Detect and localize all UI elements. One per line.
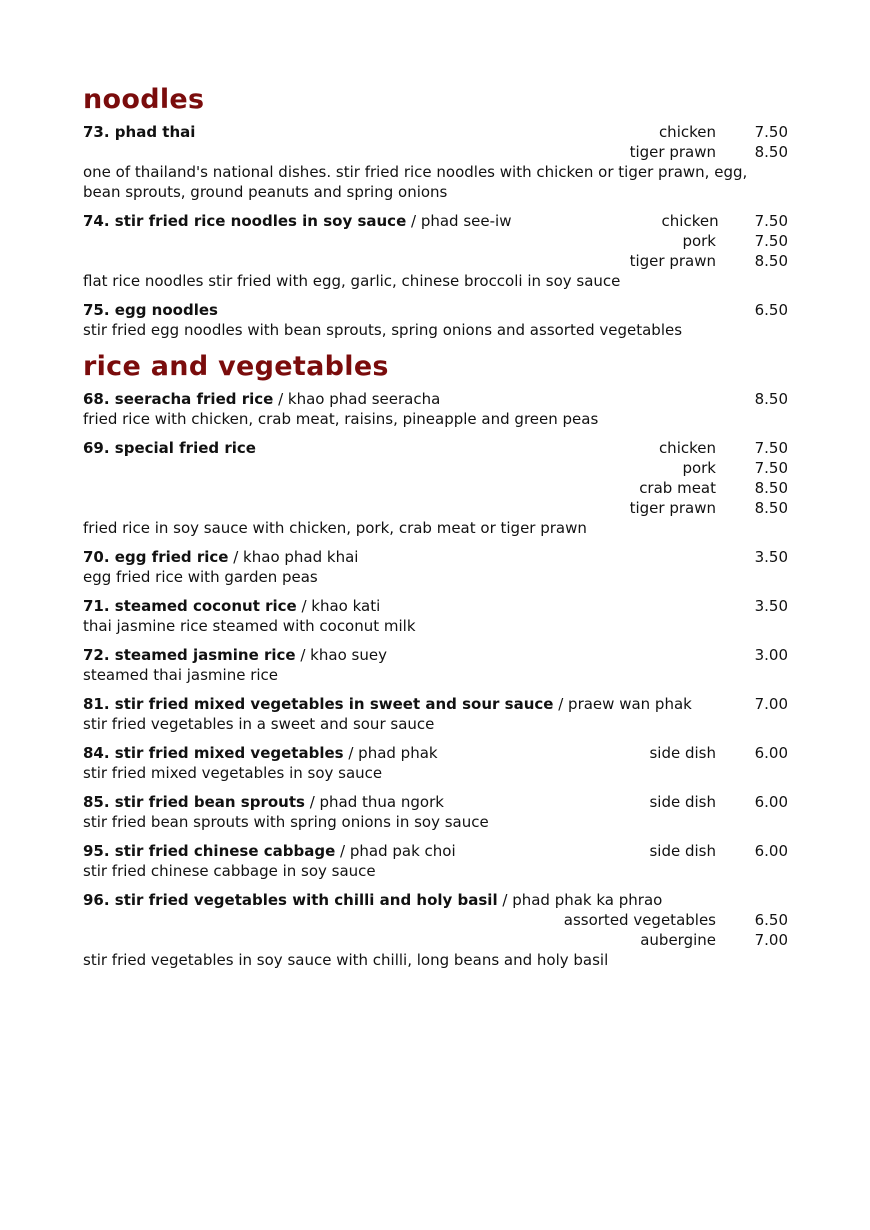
option-label: aubergine <box>640 931 716 949</box>
price: 6.50 <box>754 911 788 929</box>
price-row <box>83 694 788 714</box>
price-row <box>83 478 788 498</box>
item-name: 71. steamed coconut rice <box>83 597 297 615</box>
price-row <box>83 792 788 812</box>
spacer <box>83 231 456 251</box>
price: 8.50 <box>754 499 788 517</box>
item-description: egg fried rice with garden peas <box>83 568 318 586</box>
item-description: one of thailand's national dishes. stir fried rice noodles with chicken or tiger prawn, egg, bean sprouts, ground peanuts and spring onions <box>83 163 748 201</box>
price: 7.50 <box>754 123 788 141</box>
menu-item <box>83 389 788 429</box>
price: 6.00 <box>754 744 788 762</box>
option-label <box>456 300 752 320</box>
price-row <box>83 142 788 162</box>
spacer <box>83 251 456 271</box>
price: 6.50 <box>754 301 788 319</box>
price-row <box>83 251 788 271</box>
option-label <box>692 694 755 714</box>
item-description: flat rice noodles stir fried with egg, garlic, chinese broccoli in soy sauce <box>83 272 621 290</box>
price: 7.00 <box>754 931 788 949</box>
item-name: 72. steamed jasmine rice <box>83 646 296 664</box>
item-title <box>83 438 456 458</box>
price-row <box>83 645 788 665</box>
option-label <box>456 389 752 409</box>
price: 8.50 <box>754 390 788 408</box>
item-description: thai jasmine rice steamed with coconut milk <box>83 617 416 635</box>
menu-item <box>83 211 788 291</box>
price: 6.00 <box>754 793 788 811</box>
item-title <box>83 792 456 812</box>
section-heading: noodles <box>83 84 205 115</box>
option-label <box>456 547 752 567</box>
item-name: 96. stir fried vegetables with chilli and holy basil <box>83 891 498 909</box>
item-thai-name: / khao phad khai <box>228 548 359 566</box>
price: 7.50 <box>754 459 788 477</box>
menu-item <box>83 792 788 832</box>
item-title <box>83 645 456 665</box>
menu-item <box>83 300 788 340</box>
price: 3.50 <box>754 597 788 615</box>
price: 6.00 <box>754 842 788 860</box>
option-label: pork <box>682 459 716 477</box>
price-row <box>83 498 788 518</box>
price: 8.50 <box>754 143 788 161</box>
option-label: tiger prawn <box>629 499 716 517</box>
item-description: steamed thai jasmine rice <box>83 666 279 684</box>
item-title <box>83 596 456 616</box>
menu-item <box>83 645 788 685</box>
price-row <box>83 841 788 861</box>
spacer <box>83 478 456 498</box>
price: 7.00 <box>754 695 788 713</box>
option-label: pork <box>682 232 716 250</box>
item-thai-name: / phad see-iw <box>406 212 512 230</box>
price-row <box>83 458 788 478</box>
item-name: 84. stir fried mixed vegetables <box>83 744 344 762</box>
item-name: 74. stir fried rice noodles in soy sauce <box>83 212 407 230</box>
item-thai-name: / khao kati <box>296 597 381 615</box>
section-heading: rice and vegetables <box>83 351 389 382</box>
item-description: stir fried bean sprouts with spring onions in soy sauce <box>83 813 489 831</box>
menu-page <box>83 82 788 979</box>
menu-item <box>83 841 788 881</box>
item-name: 69. special fried rice <box>83 439 256 457</box>
price-row <box>83 438 788 458</box>
price-row <box>83 300 788 320</box>
price: 7.50 <box>754 212 788 230</box>
price: 8.50 <box>754 479 788 497</box>
item-description: stir fried chinese cabbage in soy sauce <box>83 862 376 880</box>
option-label: tiger prawn <box>629 252 716 270</box>
spacer <box>83 498 456 518</box>
item-name: 75. egg noodles <box>83 301 218 319</box>
spacer <box>83 458 456 478</box>
item-title <box>83 211 511 231</box>
price-row <box>83 211 788 231</box>
item-name: 81. stir fried mixed vegetables in sweet and sour sauce <box>83 695 554 713</box>
option-label: side dish <box>649 842 716 860</box>
option-label <box>456 645 752 665</box>
option-label: assorted vegetables <box>563 911 716 929</box>
price-row <box>83 122 788 142</box>
item-title <box>83 389 456 409</box>
price-row <box>83 596 788 616</box>
item-thai-name: / phad phak ka phrao <box>497 891 663 909</box>
item-thai-name: / khao phad seeracha <box>273 390 441 408</box>
item-title-row <box>83 890 788 910</box>
item-title <box>83 743 456 763</box>
item-name: 73. phad thai <box>83 123 196 141</box>
item-title <box>83 300 456 320</box>
item-title <box>83 547 456 567</box>
price-row <box>83 389 788 409</box>
item-description: stir fried vegetables in a sweet and sour sauce <box>83 715 435 733</box>
item-thai-name: / praew wan phak <box>553 695 692 713</box>
menu-item <box>83 438 788 538</box>
price-row <box>83 910 788 930</box>
item-name: 68. seeracha fried rice <box>83 390 274 408</box>
price-row <box>83 743 788 763</box>
item-thai-name: / phad thua ngork <box>304 793 444 811</box>
item-title <box>83 841 456 861</box>
menu-item <box>83 122 788 202</box>
option-label: chicken <box>661 212 719 230</box>
item-title <box>83 890 788 910</box>
option-label <box>456 596 752 616</box>
menu-item <box>83 743 788 783</box>
option-label: tiger prawn <box>629 143 716 161</box>
spacer <box>83 910 456 930</box>
price-row <box>83 231 788 251</box>
option-label: side dish <box>649 744 716 762</box>
option-label: chicken <box>658 123 716 141</box>
spacer <box>83 930 456 950</box>
menu-item <box>83 694 788 734</box>
price: 3.50 <box>754 548 788 566</box>
item-description: fried rice in soy sauce with chicken, pork, crab meat or tiger prawn <box>83 519 587 537</box>
menu-item <box>83 890 788 970</box>
item-name: 70. egg fried rice <box>83 548 229 566</box>
item-thai-name: / phad pak choi <box>335 842 456 860</box>
spacer <box>83 142 456 162</box>
item-name: 95. stir fried chinese cabbage <box>83 842 336 860</box>
item-thai-name: / phad phak <box>343 744 438 762</box>
item-title <box>83 694 692 714</box>
price: 3.00 <box>754 646 788 664</box>
option-label: chicken <box>658 439 716 457</box>
price: 8.50 <box>754 252 788 270</box>
price: 7.50 <box>754 232 788 250</box>
item-thai-name: / khao suey <box>295 646 387 664</box>
menu-item <box>83 596 788 636</box>
option-label: side dish <box>649 793 716 811</box>
item-name: 85. stir fried bean sprouts <box>83 793 305 811</box>
item-description: stir fried egg noodles with bean sprouts, spring onions and assorted vegetables <box>83 321 683 339</box>
price-row <box>83 930 788 950</box>
price: 7.50 <box>754 439 788 457</box>
menu-item <box>83 547 788 587</box>
item-description: stir fried mixed vegetables in soy sauce <box>83 764 383 782</box>
item-description: stir fried vegetables in soy sauce with chilli, long beans and holy basil <box>83 951 609 969</box>
price-row <box>83 547 788 567</box>
item-title <box>83 122 456 142</box>
option-label: crab meat <box>639 479 716 497</box>
item-description: fried rice with chicken, crab meat, raisins, pineapple and green peas <box>83 410 599 428</box>
